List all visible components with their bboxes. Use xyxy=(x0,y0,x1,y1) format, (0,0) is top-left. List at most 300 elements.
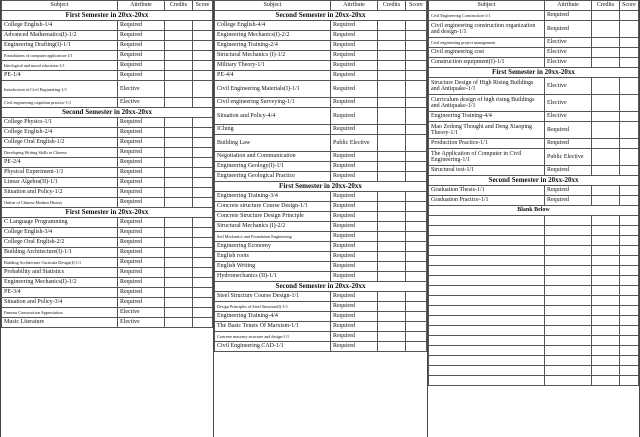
course-attribute: Elective xyxy=(545,38,592,48)
empty-row xyxy=(429,216,639,226)
course-subject: Graduation Practice-1/1 xyxy=(429,196,545,206)
course-score xyxy=(406,192,427,202)
course-row xyxy=(429,122,639,139)
course-attribute: Required xyxy=(331,21,378,31)
header-attribute: Attribute xyxy=(331,1,378,11)
course-subject: Steel Structure Course Design-1/1 xyxy=(215,292,331,302)
course-score xyxy=(406,61,427,71)
course-row xyxy=(215,21,427,31)
course-attribute: Required xyxy=(118,228,165,238)
course-attribute: Required xyxy=(545,21,592,38)
course-subject: The Application of Computer in Civil Engineering-1/1 xyxy=(429,149,545,166)
course-row xyxy=(429,11,639,21)
course-subject: Civil engineering Surveying-1/1 xyxy=(215,98,331,108)
course-attribute: Required xyxy=(331,172,378,182)
course-attribute: Required xyxy=(331,312,378,322)
course-score xyxy=(406,232,427,242)
empty-subject xyxy=(429,306,545,316)
course-credits xyxy=(165,138,193,148)
course-score xyxy=(620,186,639,196)
course-attribute: Required xyxy=(118,148,165,158)
course-attribute: Required xyxy=(545,139,592,149)
course-subject: Online of Chinese Modern History xyxy=(2,198,118,208)
course-score xyxy=(193,51,213,61)
course-score xyxy=(406,202,427,212)
course-attribute: Required xyxy=(331,222,378,232)
semester-heading-row xyxy=(215,182,427,192)
course-credits xyxy=(165,278,193,288)
course-subject: Hydromechanics (II)-1/1 xyxy=(215,272,331,282)
course-table-3 xyxy=(428,0,639,386)
empty-attribute xyxy=(545,346,592,356)
course-score xyxy=(193,318,213,328)
course-row xyxy=(215,31,427,41)
course-subject: Physical Experiment-1/1 xyxy=(2,168,118,178)
course-row xyxy=(2,248,213,258)
course-subject: Engineering Geological Practice xyxy=(215,172,331,182)
course-row xyxy=(215,61,427,71)
course-row xyxy=(215,252,427,262)
course-score xyxy=(406,322,427,332)
course-credits xyxy=(378,262,406,272)
course-credits xyxy=(378,108,406,125)
empty-score xyxy=(620,326,639,336)
course-attribute: Required xyxy=(118,128,165,138)
course-subject: Production Practice-1/1 xyxy=(429,139,545,149)
course-subject: English Writing xyxy=(215,262,331,272)
empty-subject xyxy=(429,346,545,356)
header-score: Score xyxy=(406,1,427,11)
course-credits xyxy=(592,149,620,166)
empty-credits xyxy=(592,346,620,356)
course-score xyxy=(406,71,427,81)
course-score xyxy=(193,308,213,318)
course-row xyxy=(215,292,427,302)
course-score xyxy=(193,71,213,81)
course-row xyxy=(429,58,639,68)
course-credits xyxy=(165,21,193,31)
course-credits xyxy=(378,152,406,162)
semester-heading-row xyxy=(2,108,213,118)
course-row xyxy=(429,95,639,112)
empty-attribute xyxy=(545,356,592,366)
course-credits xyxy=(165,188,193,198)
empty-row xyxy=(429,366,639,376)
course-subject: Civil Engineering CAD-1/1 xyxy=(215,342,331,352)
course-credits xyxy=(378,61,406,71)
course-score xyxy=(620,11,639,21)
empty-subject xyxy=(429,256,545,266)
course-subject: Building Architecture(I)-1/1 xyxy=(2,248,118,258)
course-subject: College English-4/4 xyxy=(215,21,331,31)
empty-attribute xyxy=(545,266,592,276)
course-credits xyxy=(378,51,406,61)
semester-heading: First Semester in 20xx-20xx xyxy=(2,11,213,21)
course-attribute: Required xyxy=(331,51,378,61)
empty-score xyxy=(620,336,639,346)
empty-credits xyxy=(592,216,620,226)
course-score xyxy=(406,125,427,135)
empty-subject xyxy=(429,216,545,226)
course-score xyxy=(620,95,639,112)
course-attribute: Elective xyxy=(118,98,165,108)
course-subject: Engineering Economy xyxy=(215,242,331,252)
course-credits xyxy=(378,312,406,322)
course-score xyxy=(620,196,639,206)
course-row xyxy=(215,272,427,282)
course-attribute: Required xyxy=(118,268,165,278)
course-attribute: Elective xyxy=(545,95,592,112)
header-credits: Credits xyxy=(378,1,406,11)
course-attribute: Required xyxy=(118,41,165,51)
course-subject: Foundations of computer application-1/1 xyxy=(2,51,118,61)
header-subject: Subject xyxy=(215,1,331,11)
course-attribute: Elective xyxy=(118,308,165,318)
header-row xyxy=(2,1,213,11)
course-score xyxy=(620,122,639,139)
course-row xyxy=(215,202,427,212)
course-subject: Engineering Mechanics(I)-1/2 xyxy=(2,278,118,288)
course-attribute: Required xyxy=(331,202,378,212)
course-score xyxy=(193,288,213,298)
course-subject: C Language Programming xyxy=(2,218,118,228)
empty-row xyxy=(429,276,639,286)
course-row xyxy=(215,212,427,222)
empty-attribute xyxy=(545,376,592,386)
course-attribute: Required xyxy=(331,302,378,312)
course-row xyxy=(215,162,427,172)
empty-attribute xyxy=(545,316,592,326)
course-attribute: Required xyxy=(118,248,165,258)
course-score xyxy=(406,292,427,302)
course-row xyxy=(2,71,213,81)
course-attribute: Required xyxy=(118,238,165,248)
course-credits xyxy=(165,298,193,308)
course-row xyxy=(2,31,213,41)
course-credits xyxy=(378,272,406,282)
course-credits xyxy=(165,288,193,298)
header-attribute: Attribute xyxy=(545,1,592,11)
course-attribute: Public Elective xyxy=(545,149,592,166)
course-subject: Famous Construction Appreciation xyxy=(2,308,118,318)
course-subject: Building Law xyxy=(215,135,331,152)
empty-score xyxy=(620,306,639,316)
course-score xyxy=(620,38,639,48)
course-attribute: Required xyxy=(545,196,592,206)
course-subject: Graduation Thesis-1/1 xyxy=(429,186,545,196)
course-attribute: Required xyxy=(118,198,165,208)
course-credits xyxy=(378,172,406,182)
course-score xyxy=(193,118,213,128)
empty-score xyxy=(620,266,639,276)
header-row xyxy=(215,1,427,11)
course-row xyxy=(429,139,639,149)
empty-score xyxy=(620,316,639,326)
course-subject: PE-2/4 xyxy=(2,158,118,168)
course-attribute: Required xyxy=(331,272,378,282)
empty-score xyxy=(620,296,639,306)
course-credits xyxy=(378,98,406,108)
course-score xyxy=(406,41,427,51)
empty-attribute xyxy=(545,366,592,376)
course-attribute: Elective xyxy=(545,112,592,122)
course-score xyxy=(406,31,427,41)
empty-score xyxy=(620,346,639,356)
course-credits xyxy=(378,71,406,81)
course-subject: English roots xyxy=(215,252,331,262)
semester-heading: First Semester in 20xx-20xx xyxy=(429,68,639,78)
empty-attribute xyxy=(545,216,592,226)
semester-heading-row xyxy=(215,282,427,292)
course-score xyxy=(193,158,213,168)
course-row xyxy=(2,218,213,228)
course-subject: Civil engineering project management xyxy=(429,38,545,48)
course-row xyxy=(215,152,427,162)
course-score xyxy=(193,148,213,158)
course-attribute: Required xyxy=(331,232,378,242)
course-credits xyxy=(165,228,193,238)
course-row xyxy=(215,172,427,182)
course-row xyxy=(215,81,427,98)
empty-attribute xyxy=(545,306,592,316)
course-subject: Engineering Training-4/4 xyxy=(215,312,331,322)
course-credits xyxy=(378,192,406,202)
course-attribute: Elective xyxy=(545,58,592,68)
course-row xyxy=(215,222,427,232)
course-row xyxy=(2,178,213,188)
course-row xyxy=(2,51,213,61)
course-attribute: Required xyxy=(331,162,378,172)
empty-credits xyxy=(592,286,620,296)
course-subject: Engineering Drafting(I)-1/1 xyxy=(2,41,118,51)
course-credits xyxy=(165,238,193,248)
course-subject: Engineering Mechanics(I)-2/2 xyxy=(215,31,331,41)
course-score xyxy=(406,81,427,98)
course-score xyxy=(193,268,213,278)
course-subject: Structure Design of High Rising Buildings and Antiquake-1/1 xyxy=(429,78,545,95)
course-row xyxy=(2,228,213,238)
course-score xyxy=(193,188,213,198)
course-subject: Ideological and moral education-1/1 xyxy=(2,61,118,71)
empty-credits xyxy=(592,376,620,386)
course-row xyxy=(2,288,213,298)
course-row xyxy=(215,302,427,312)
empty-attribute xyxy=(545,336,592,346)
course-subject: PE-1/4 xyxy=(2,71,118,81)
course-subject: PE-3/4 xyxy=(2,288,118,298)
course-subject: Engineering Training-4/4 xyxy=(429,112,545,122)
course-subject: The Basic Tenets Of Marxism-1/1 xyxy=(215,322,331,332)
course-credits xyxy=(378,81,406,98)
course-credits xyxy=(165,308,193,318)
course-row xyxy=(215,322,427,332)
empty-row xyxy=(429,226,639,236)
course-credits xyxy=(378,21,406,31)
course-subject: Civil Engineering Construction-1/1 xyxy=(429,11,545,21)
course-attribute: Required xyxy=(118,178,165,188)
course-attribute: Required xyxy=(118,258,165,268)
course-subject: College Oral English-2/2 xyxy=(2,238,118,248)
course-row xyxy=(429,196,639,206)
header-credits: Credits xyxy=(165,1,193,11)
course-credits xyxy=(165,148,193,158)
course-row xyxy=(215,342,427,352)
course-subject: Concrete Structure Design Principle xyxy=(215,212,331,222)
empty-score xyxy=(620,356,639,366)
course-subject: Curriculum design of high rising Buildings and Antiquake-1/1 xyxy=(429,95,545,112)
course-score xyxy=(406,242,427,252)
course-subject: Introduction of Civil Engineering-1/1 xyxy=(2,81,118,98)
course-attribute: Required xyxy=(118,158,165,168)
course-score xyxy=(193,198,213,208)
course-credits xyxy=(378,41,406,51)
course-score xyxy=(406,98,427,108)
empty-row xyxy=(429,256,639,266)
course-attribute: Required xyxy=(331,192,378,202)
empty-credits xyxy=(592,326,620,336)
course-subject: IChing xyxy=(215,125,331,135)
course-row xyxy=(429,38,639,48)
course-score xyxy=(193,31,213,41)
course-credits xyxy=(378,202,406,212)
course-attribute: Required xyxy=(545,166,592,176)
empty-row xyxy=(429,326,639,336)
course-credits xyxy=(592,78,620,95)
course-score xyxy=(620,48,639,58)
semester-heading: Second Semester in 20xx-20xx xyxy=(429,176,639,186)
course-subject: College English-2/4 xyxy=(2,128,118,138)
blank-below-row xyxy=(429,206,639,216)
course-score xyxy=(406,51,427,61)
course-attribute: Required xyxy=(118,31,165,41)
course-attribute: Required xyxy=(118,288,165,298)
transcript-column-1 xyxy=(0,0,213,437)
course-attribute: Required xyxy=(331,61,378,71)
course-row xyxy=(215,108,427,125)
course-credits xyxy=(165,128,193,138)
blank-below-label: Blank Below xyxy=(429,206,639,216)
semester-heading-row xyxy=(429,68,639,78)
course-score xyxy=(620,58,639,68)
empty-credits xyxy=(592,276,620,286)
course-credits xyxy=(165,98,193,108)
empty-row xyxy=(429,376,639,386)
header-subject: Subject xyxy=(2,1,118,11)
course-row xyxy=(429,48,639,58)
course-attribute: Required xyxy=(331,262,378,272)
course-score xyxy=(620,21,639,38)
course-credits xyxy=(165,51,193,61)
course-attribute: Required xyxy=(331,212,378,222)
course-subject: College English-1/4 xyxy=(2,21,118,31)
course-credits xyxy=(165,61,193,71)
course-score xyxy=(406,272,427,282)
course-row xyxy=(215,41,427,51)
course-subject: Construction equipment(I)-1/1 xyxy=(429,58,545,68)
course-row xyxy=(2,198,213,208)
empty-credits xyxy=(592,316,620,326)
course-attribute: Required xyxy=(118,51,165,61)
course-subject: Building Architecture Curricula Design(I)-1/1 xyxy=(2,258,118,268)
semester-heading-row xyxy=(429,176,639,186)
empty-attribute xyxy=(545,256,592,266)
course-row xyxy=(2,118,213,128)
course-subject: Concrete masonry structure and design-1/1 xyxy=(215,332,331,342)
course-subject: Advanced Mathematics(I)-1/2 xyxy=(2,31,118,41)
course-row xyxy=(215,125,427,135)
empty-row xyxy=(429,266,639,276)
empty-row xyxy=(429,306,639,316)
course-credits xyxy=(165,178,193,188)
empty-attribute xyxy=(545,326,592,336)
empty-attribute xyxy=(545,236,592,246)
course-row xyxy=(215,232,427,242)
course-row xyxy=(2,128,213,138)
empty-credits xyxy=(592,296,620,306)
semester-heading-row xyxy=(215,11,427,21)
course-subject: Civil Engineering Materials(I)-1/1 xyxy=(215,81,331,98)
course-subject: Civil engineering cognition practice-1/1 xyxy=(2,98,118,108)
empty-score xyxy=(620,216,639,226)
empty-score xyxy=(620,246,639,256)
course-credits xyxy=(378,135,406,152)
empty-credits xyxy=(592,266,620,276)
empty-attribute xyxy=(545,226,592,236)
course-score xyxy=(193,98,213,108)
empty-row xyxy=(429,316,639,326)
course-score xyxy=(406,342,427,352)
course-attribute: Required xyxy=(118,278,165,288)
course-score xyxy=(193,278,213,288)
course-subject: Negotiation and Communication xyxy=(215,152,331,162)
course-credits xyxy=(378,222,406,232)
course-row xyxy=(215,312,427,322)
course-row xyxy=(2,61,213,71)
course-row xyxy=(215,192,427,202)
course-subject: Developing Writing Skills in Chinese xyxy=(2,148,118,158)
course-score xyxy=(193,218,213,228)
course-attribute: Required xyxy=(118,71,165,81)
course-subject: Structural Mechanics (I)-2/2 xyxy=(215,222,331,232)
empty-subject xyxy=(429,266,545,276)
empty-score xyxy=(620,256,639,266)
semester-heading: Second Semester in 20xx-20xx xyxy=(215,11,427,21)
course-credits xyxy=(165,168,193,178)
course-subject: Civil engineering cost xyxy=(429,48,545,58)
course-score xyxy=(406,108,427,125)
course-attribute: Required xyxy=(331,98,378,108)
course-score xyxy=(406,222,427,232)
course-attribute: Required xyxy=(331,71,378,81)
course-credits xyxy=(378,252,406,262)
empty-subject xyxy=(429,236,545,246)
course-credits xyxy=(165,268,193,278)
empty-credits xyxy=(592,336,620,346)
course-row xyxy=(2,81,213,98)
transcript-column-3 xyxy=(427,0,640,437)
course-score xyxy=(406,135,427,152)
empty-credits xyxy=(592,306,620,316)
course-score xyxy=(193,21,213,31)
course-table-2 xyxy=(214,0,427,352)
empty-row xyxy=(429,336,639,346)
empty-subject xyxy=(429,336,545,346)
course-attribute: Required xyxy=(545,186,592,196)
empty-credits xyxy=(592,246,620,256)
course-attribute: Required xyxy=(331,242,378,252)
course-row xyxy=(429,186,639,196)
header-row xyxy=(429,1,639,11)
